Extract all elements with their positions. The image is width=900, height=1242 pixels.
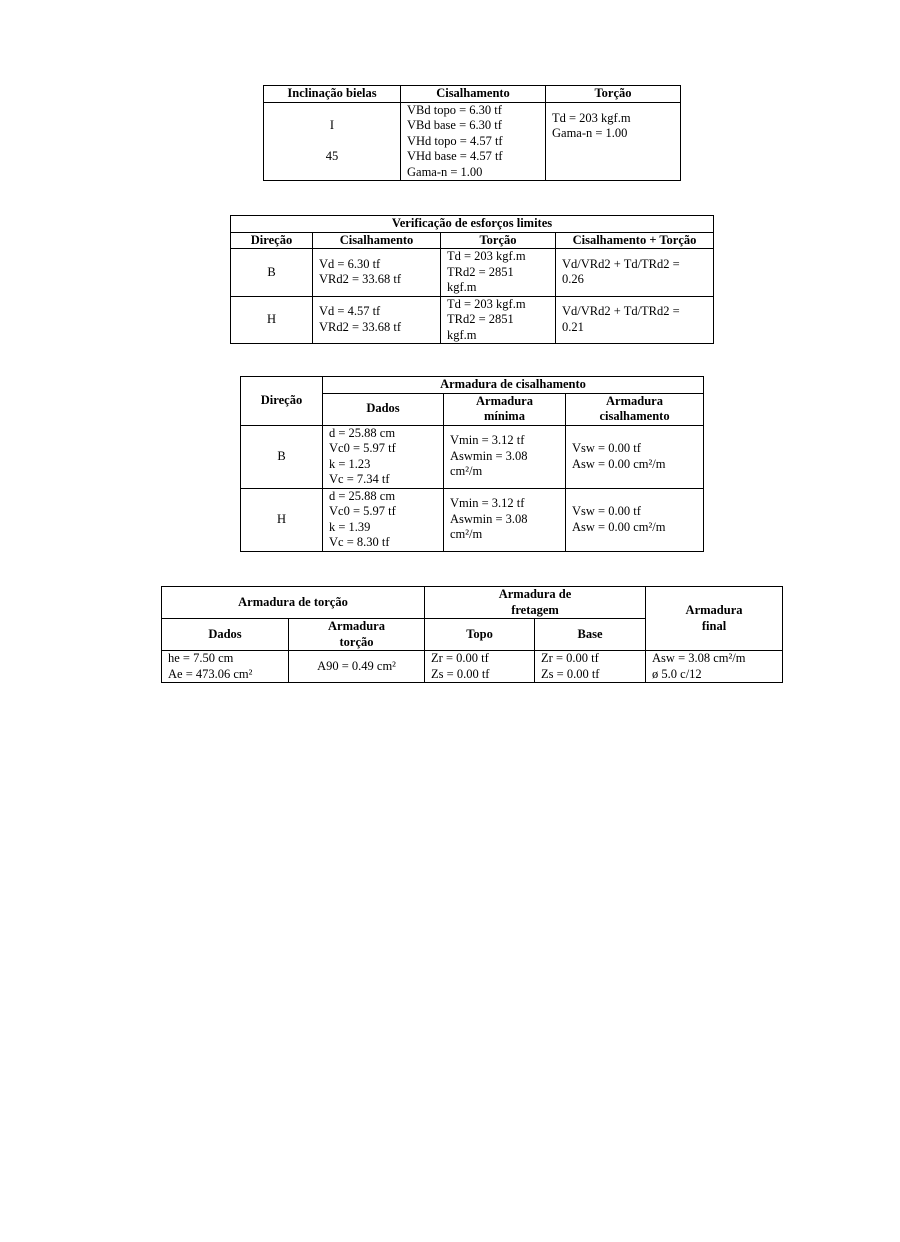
torsion-cell xyxy=(546,102,681,181)
torsion-line: Td = 203 kgf.m xyxy=(447,296,526,311)
min-reinforcement-cell xyxy=(444,425,566,488)
topo-line: Zr = 0.00 tf xyxy=(431,651,489,665)
shear-line: Vsw = 0.00 tf xyxy=(572,504,641,518)
base-line: Zs = 0.00 tf xyxy=(541,666,600,681)
table-row xyxy=(162,651,783,683)
header-dados: Dados xyxy=(162,619,289,651)
torsion-cell: A90 = 0.49 cm² xyxy=(289,651,425,683)
combined-cell xyxy=(556,249,714,297)
shear-line: VBd base = 6.30 tf xyxy=(407,118,502,132)
shear-line: VHd base = 4.57 tf xyxy=(407,149,503,163)
data-cell xyxy=(323,488,444,551)
torsion-cell xyxy=(441,296,556,344)
table-row xyxy=(231,296,714,344)
data-line: Vc0 = 5.97 tf xyxy=(329,504,396,518)
min-line: cm²/m xyxy=(450,527,483,542)
data-line: d = 25.88 cm xyxy=(329,425,396,440)
final-line: Asw = 3.08 cm²/m xyxy=(652,651,746,665)
header-line: Armadura xyxy=(685,603,743,617)
direction-cell: H xyxy=(241,488,323,551)
shear-line: Asw = 0.00 cm²/m xyxy=(572,519,666,534)
topo-cell xyxy=(425,651,535,683)
header-armadura-fretagem xyxy=(425,587,646,619)
header-base: Base xyxy=(535,619,646,651)
inclination-value-1: I xyxy=(329,118,335,132)
header-line: Armadura xyxy=(328,619,385,633)
torsion-cell xyxy=(441,249,556,297)
table-row xyxy=(241,425,704,488)
data-line: k = 1.23 xyxy=(329,456,371,471)
base-cell xyxy=(535,651,646,683)
shear-line: VHd topo = 4.57 tf xyxy=(407,133,503,148)
base-line: Zr = 0.00 tf xyxy=(541,651,599,665)
torsion-line: kgf.m xyxy=(447,280,477,294)
header-armadura-minima xyxy=(444,393,566,425)
torsion-line: TRd2 = 2851 xyxy=(447,312,514,326)
data-line: Vc = 8.30 tf xyxy=(329,535,390,549)
shear-cell xyxy=(313,249,441,297)
table-row xyxy=(241,488,704,551)
header-armadura-cisalhamento: Armadura de cisalhamento xyxy=(323,377,704,394)
data-line: k = 1.39 xyxy=(329,519,371,534)
inclination-value-2: 45 xyxy=(325,149,339,163)
shear-line: VRd2 = 33.68 tf xyxy=(319,272,402,287)
data-line: Vc = 7.34 tf xyxy=(329,472,390,486)
header-line: fretagem xyxy=(511,602,559,617)
header-line: mínima xyxy=(484,409,525,423)
shear-line: Gama-n = 1.00 xyxy=(407,164,483,179)
shear-reinforcement-table xyxy=(240,376,704,552)
topo-line: Zs = 0.00 tf xyxy=(431,666,490,681)
table-row xyxy=(231,249,714,297)
header-dados: Dados xyxy=(323,393,444,425)
shear-cell xyxy=(401,102,546,181)
shear-line: Vd = 6.30 tf xyxy=(319,256,381,271)
inclination-shear-torsion-table xyxy=(263,85,681,181)
header-armadura-cisalhamento-sub xyxy=(566,393,704,425)
header-line: Armadura xyxy=(606,393,663,408)
direction-cell: B xyxy=(231,249,313,297)
data-line: he = 7.50 cm xyxy=(168,651,234,665)
header-line: final xyxy=(701,618,727,633)
header-line: Armadura xyxy=(476,393,533,408)
direction-cell: H xyxy=(231,296,313,344)
header-cisalhamento: Cisalhamento xyxy=(401,86,546,103)
data-line: d = 25.88 cm xyxy=(329,488,396,503)
header-armadura-final xyxy=(646,587,783,651)
header-direcao: Direção xyxy=(241,377,323,426)
torsion-line: Gama-n = 1.00 xyxy=(552,126,628,140)
combined-cell xyxy=(556,296,714,344)
combined-line: 0.26 xyxy=(562,272,584,287)
shear-cell xyxy=(313,296,441,344)
shear-line: VRd2 = 33.68 tf xyxy=(319,319,402,334)
data-line: Vc0 = 5.97 tf xyxy=(329,441,396,455)
header-armadura-torcao-sub xyxy=(289,619,425,651)
combined-line: Vd/VRd2 + Td/TRd2 = xyxy=(562,256,680,271)
shear-reinforcement-cell xyxy=(566,425,704,488)
min-reinforcement-cell xyxy=(444,488,566,551)
data-line: Ae = 473.06 cm² xyxy=(168,666,253,681)
shear-line: Vd = 4.57 tf xyxy=(319,304,381,319)
shear-reinforcement-cell xyxy=(566,488,704,551)
torsion-line: kgf.m xyxy=(447,327,477,342)
header-inclinacao: Inclinação bielas xyxy=(264,86,401,103)
header-cisalhamento: Cisalhamento xyxy=(313,232,441,249)
torsion-line: Td = 203 kgf.m xyxy=(447,249,526,263)
combined-line: Vd/VRd2 + Td/TRd2 = xyxy=(562,304,680,319)
shear-line: Asw = 0.00 cm²/m xyxy=(572,456,666,471)
limit-forces-table xyxy=(230,215,714,344)
final-cell xyxy=(646,651,783,683)
header-line: torção xyxy=(339,634,374,649)
header-direcao: Direção xyxy=(231,232,313,249)
min-line: Aswmin = 3.08 xyxy=(450,511,528,526)
torsion-line: TRd2 = 2851 xyxy=(447,264,514,279)
inclination-cell xyxy=(264,102,401,181)
min-line: Vmin = 3.12 tf xyxy=(450,433,525,448)
header-line: cisalhamento xyxy=(599,409,670,423)
torsion-reinforcement-table xyxy=(161,586,783,683)
data-cell xyxy=(323,425,444,488)
header-cisalhamento-torcao: Cisalhamento + Torção xyxy=(556,232,714,249)
shear-line: Vsw = 0.00 tf xyxy=(572,441,641,455)
data-cell xyxy=(162,651,289,683)
header-torcao: Torção xyxy=(441,232,556,249)
final-line: ø 5.0 c/12 xyxy=(652,666,702,681)
shear-line: VBd topo = 6.30 tf xyxy=(407,102,502,117)
header-topo: Topo xyxy=(425,619,535,651)
min-line: Aswmin = 3.08 xyxy=(450,448,528,463)
torsion-line: Td = 203 kgf.m xyxy=(552,110,631,125)
header-torcao: Torção xyxy=(546,86,681,103)
min-line: cm²/m xyxy=(450,464,483,479)
limit-forces-title: Verificação de esforços limites xyxy=(231,216,714,233)
header-armadura-torcao: Armadura de torção xyxy=(162,587,425,619)
min-line: Vmin = 3.12 tf xyxy=(450,496,525,511)
combined-line: 0.21 xyxy=(562,319,584,334)
header-line: Armadura de xyxy=(498,587,572,601)
direction-cell: B xyxy=(241,425,323,488)
